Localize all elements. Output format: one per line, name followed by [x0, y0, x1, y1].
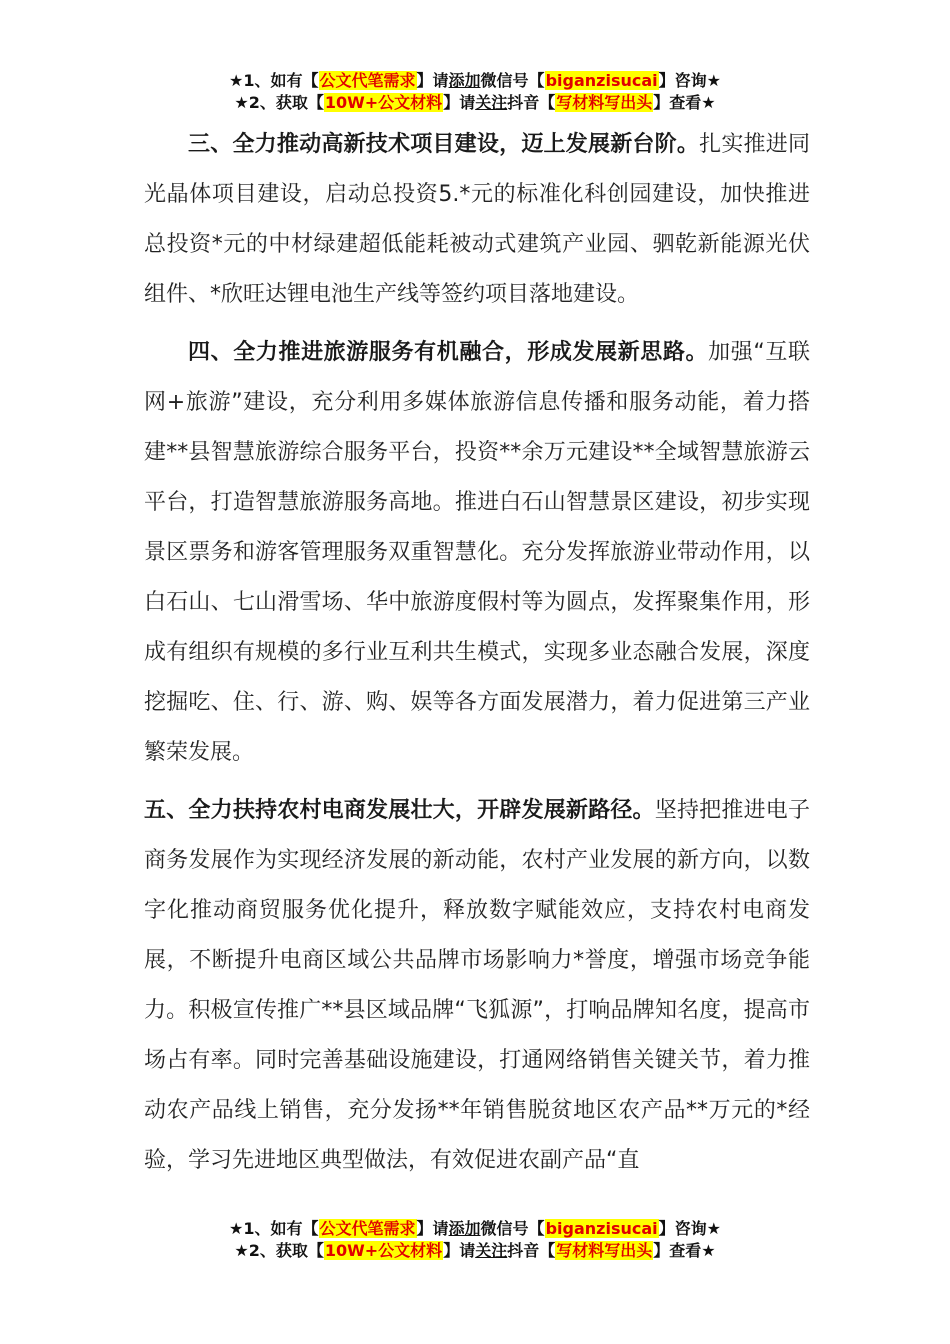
highlight-douyin-account: 写材料写出头 — [556, 1241, 653, 1260]
highlight-service: 公文代笔需求 — [319, 71, 416, 90]
section-4-text: 加强“互联网+旅游”建设，充分利用多媒体旅游信息传播和服务动能，着力搭建**县智慧旅游综合服务平台，投资**余万元建设**全域智慧旅游云平台，打造智慧旅游服务高地。推进白石山智慧景区建设，初步实现景区票务和游客管理服务双重智慧化。充分发挥旅游业带动作用，以白石山、七山滑雪场、华中旅游度假村等为圆点，发挥聚集作用，形成有组织有规模的多行业互利共生模式，实现多业态融合发展，深度挖掘吃、住、行、游、购、娱等各方面发展潜力，着力促进第三产业繁荣发展。 — [144, 340, 810, 765]
section-5-paragraph — [144, 786, 810, 1186]
highlight-materials: 10W+公文材料 — [324, 93, 443, 112]
section-4-paragraph — [144, 328, 810, 778]
banner-line-2: ★2、获取【10W+公文材料】请关注抖音【写材料写出头】查看★ — [234, 93, 716, 112]
document-body — [144, 120, 810, 1186]
section-3-heading: 三、全力推动高新技术项目建设，迈上发展新台阶。 — [188, 132, 700, 157]
highlight-douyin-account: 写材料写出头 — [556, 93, 653, 112]
highlight-wechat-id: biganzisucai — [545, 71, 658, 90]
highlight-materials: 10W+公文材料 — [324, 1241, 443, 1260]
section-4-heading: 四、全力推进旅游服务有机融合，形成发展新思路。 — [188, 340, 709, 365]
footer-banner — [0, 1218, 950, 1262]
highlight-service: 公文代笔需求 — [319, 1219, 416, 1238]
header-banner — [0, 70, 950, 114]
highlight-wechat-id: biganzisucai — [545, 1219, 658, 1238]
section-5-heading: 五、全力扶持农村电商发展壮大，开辟发展新路径。 — [144, 798, 655, 823]
banner-line-1: ★1、如有【公文代笔需求】请添加微信号【biganzisucai】咨询★ — [229, 71, 721, 90]
section-3-text: 扎实推进同光晶体项目建设，启动总投资5.*元的标准化科创园建设，加快推进总投资*元的中材绿建超低能耗被动式建筑产业园、驷乾新能源光伏组件、*欣旺达锂电池生产线等签约项目落地建设。 — [144, 132, 810, 307]
footer-line-2: ★2、获取【10W+公文材料】请关注抖音【写材料写出头】查看★ — [234, 1241, 716, 1260]
section-3-paragraph — [144, 120, 810, 320]
footer-line-1: ★1、如有【公文代笔需求】请添加微信号【biganzisucai】咨询★ — [229, 1219, 721, 1238]
section-5-text: 坚持把推进电子商务发展作为实现经济发展的新动能，农村产业发展的新方向，以数字化推动商贸服务优化提升，释放数字赋能效应，支持农村电商发展，不断提升电商区域公共品牌市场影响力*誉度，增强市场竞争能力。积极宣传推广**县区域品牌“飞狐源”，打响品牌知名度，提高市场占有率。同时完善基础设施建设，打通网络销售关键关节，着力推动农产品线上销售，充分发扬**年销售脱贫地区农产品**万元的*经验，学习先进地区典型做法，有效促进农副产品“直 — [144, 798, 810, 1173]
